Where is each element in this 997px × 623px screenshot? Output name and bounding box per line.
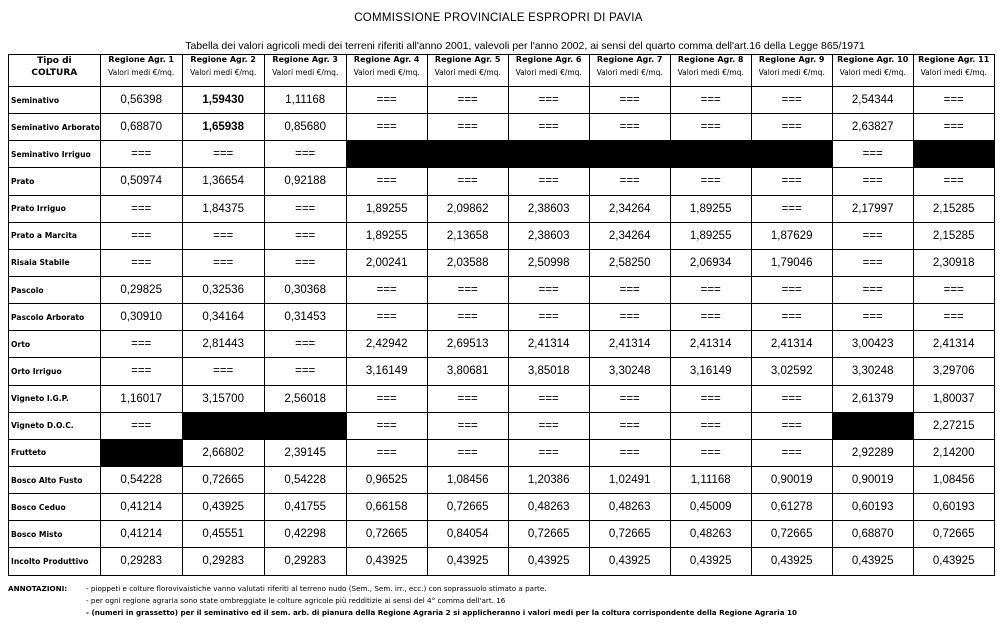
value-cell: ===	[589, 439, 670, 466]
shaded-cell	[264, 412, 346, 439]
value-cell: ===	[346, 304, 427, 331]
value-cell: 3,00423	[832, 331, 913, 358]
value-cell: ===	[670, 114, 751, 141]
unit-label: Valori medi €/mq.	[920, 68, 987, 77]
value-cell: ===	[589, 87, 670, 114]
value-cell: ===	[264, 358, 346, 385]
value-cell: 0,90019	[751, 466, 832, 493]
value-cell: 2,38603	[508, 222, 589, 249]
value-cell: ===	[346, 412, 427, 439]
header-coltura-label: COLTURA	[31, 68, 78, 78]
value-cell: 0,66158	[346, 494, 427, 521]
value-cell: ===	[508, 114, 589, 141]
annotations-heading: ANNOTAZIONI:	[8, 584, 68, 593]
value-cell: 0,43925	[346, 548, 427, 575]
row-label: Seminativo Irriguo	[9, 141, 101, 168]
row-label: Prato	[9, 168, 101, 195]
header-region-1	[100, 55, 182, 87]
shaded-cell	[589, 141, 670, 168]
table-row	[9, 114, 995, 141]
value-cell: ===	[264, 141, 346, 168]
row-label: Seminativo	[9, 87, 101, 114]
value-cell: ===	[427, 168, 508, 195]
value-cell: 0,29283	[182, 548, 264, 575]
value-cell: 0,60193	[832, 494, 913, 521]
value-cell: 1,02491	[589, 466, 670, 493]
value-cell: ===	[100, 249, 182, 276]
value-cell: ===	[100, 358, 182, 385]
value-cell: 1,20386	[508, 466, 589, 493]
region-name: Regione Agr. 11	[918, 55, 990, 64]
value-cell: ===	[427, 439, 508, 466]
value-cell: 0,72665	[589, 521, 670, 548]
header-tipo-coltura	[9, 55, 101, 87]
shaded-cell	[182, 412, 264, 439]
value-cell: 1,87629	[751, 222, 832, 249]
value-cell: 2,54344	[832, 87, 913, 114]
value-cell: 1,59430	[182, 87, 264, 114]
row-label: Bosco Ceduo	[9, 494, 101, 521]
value-cell: 3,85018	[508, 358, 589, 385]
value-cell: ===	[264, 195, 346, 222]
region-name: Regione Agr. 9	[758, 55, 825, 64]
value-cell: ===	[182, 141, 264, 168]
annotations	[8, 583, 797, 619]
value-cell: ===	[670, 168, 751, 195]
table-row	[9, 358, 995, 385]
value-cell: 2,27215	[913, 412, 994, 439]
value-cell: ===	[346, 276, 427, 303]
table-row	[9, 385, 995, 412]
unit-label: Valori medi €/mq.	[839, 68, 906, 77]
value-cell: ===	[751, 276, 832, 303]
region-name: Regione Agr. 2	[190, 55, 256, 64]
value-cell: 0,43925	[832, 548, 913, 575]
value-cell: ===	[832, 304, 913, 331]
shaded-cell	[913, 141, 994, 168]
region-name: Regione Agr. 10	[837, 55, 909, 64]
value-cell: 0,29283	[100, 548, 182, 575]
value-cell: 2,41314	[913, 331, 994, 358]
value-cell: 1,36654	[182, 168, 264, 195]
table-row	[9, 168, 995, 195]
shaded-cell	[508, 141, 589, 168]
value-cell: ===	[670, 87, 751, 114]
region-name: Regione Agr. 3	[272, 55, 338, 64]
value-cell: ===	[913, 304, 994, 331]
value-cell: ===	[182, 358, 264, 385]
value-cell: ===	[100, 141, 182, 168]
value-cell: 0,30368	[264, 276, 346, 303]
row-label: Prato Irriguo	[9, 195, 101, 222]
value-cell: ===	[670, 276, 751, 303]
values-table	[8, 54, 995, 576]
value-cell: ===	[264, 331, 346, 358]
value-cell: 0,61278	[751, 494, 832, 521]
value-cell: ===	[751, 114, 832, 141]
value-cell: 3,02592	[751, 358, 832, 385]
row-label: Vigneto I.G.P.	[9, 385, 101, 412]
row-label: Incolto Produttivo	[9, 548, 101, 575]
region-name: Regione Agr. 7	[596, 55, 663, 64]
unit-label: Valori medi €/mq.	[677, 68, 744, 77]
table-row	[9, 249, 995, 276]
value-cell: 0,92188	[264, 168, 346, 195]
value-cell: ===	[182, 222, 264, 249]
value-cell: ===	[346, 439, 427, 466]
value-cell: 0,48263	[589, 494, 670, 521]
unit-label: Valori medi €/mq.	[353, 68, 420, 77]
value-cell: 0,43925	[508, 548, 589, 575]
unit-label: Valori medi €/mq.	[108, 68, 175, 77]
value-cell: ===	[508, 168, 589, 195]
value-cell: ===	[832, 222, 913, 249]
value-cell: 1,79046	[751, 249, 832, 276]
table-row	[9, 87, 995, 114]
shaded-cell	[670, 141, 751, 168]
unit-label: Valori medi €/mq.	[596, 68, 663, 77]
row-label: Orto	[9, 331, 101, 358]
value-cell: 0,85680	[264, 114, 346, 141]
unit-label: Valori medi €/mq.	[434, 68, 501, 77]
value-cell: ===	[427, 114, 508, 141]
row-label: Bosco Alto Fusto	[9, 466, 101, 493]
value-cell: ===	[913, 168, 994, 195]
value-cell: 0,31453	[264, 304, 346, 331]
row-label: Seminativo Arborato	[9, 114, 101, 141]
value-cell: ===	[751, 168, 832, 195]
value-cell: ===	[508, 304, 589, 331]
value-cell: 0,68870	[832, 521, 913, 548]
table-row	[9, 304, 995, 331]
value-cell: 1,89255	[670, 195, 751, 222]
row-label: Pascolo Arborato	[9, 304, 101, 331]
value-cell: ===	[751, 195, 832, 222]
value-cell: ===	[670, 439, 751, 466]
annotation-line-2: - per ogni regione agraria sono state ombreggiate le colture agricole più redditizie ai sensi del 4° comma dell'art. 16	[86, 596, 506, 605]
value-cell: 0,43925	[913, 548, 994, 575]
value-cell: 0,54228	[100, 466, 182, 493]
value-cell: ===	[832, 141, 913, 168]
row-label: Bosco Misto	[9, 521, 101, 548]
header-region-9	[751, 55, 832, 87]
table-row	[9, 494, 995, 521]
value-cell: 0,41755	[264, 494, 346, 521]
value-cell: 3,29706	[913, 358, 994, 385]
row-label: Frutteto	[9, 439, 101, 466]
table-row	[9, 548, 995, 575]
value-cell: 1,84375	[182, 195, 264, 222]
table-row	[9, 439, 995, 466]
value-cell: 1,08456	[427, 466, 508, 493]
annotation-line-1: - pioppeti e colture florovivaistiche vanno valutati riferiti al terreno nudo (Sem., Sem. irr., ecc.) con soprassuolo stimato a parte.	[86, 584, 547, 593]
value-cell: 0,41214	[100, 521, 182, 548]
value-cell: 2,34264	[589, 222, 670, 249]
document-title: COMMISSIONE PROVINCIALE ESPROPRI DI PAVIA	[354, 12, 643, 24]
value-cell: ===	[427, 385, 508, 412]
value-cell: 0,43925	[427, 548, 508, 575]
value-cell: 2,41314	[589, 331, 670, 358]
value-cell: ===	[589, 412, 670, 439]
value-cell: 1,89255	[346, 195, 427, 222]
value-cell: 2,09862	[427, 195, 508, 222]
value-cell: 2,61379	[832, 385, 913, 412]
shaded-cell	[346, 141, 427, 168]
value-cell: 2,41314	[670, 331, 751, 358]
header-region-3	[264, 55, 346, 87]
value-cell: 1,08456	[913, 466, 994, 493]
header-region-7	[589, 55, 670, 87]
value-cell: ===	[346, 87, 427, 114]
value-cell: ===	[751, 87, 832, 114]
value-cell: 2,00241	[346, 249, 427, 276]
row-label: Pascolo	[9, 276, 101, 303]
region-name: Regione Agr. 4	[353, 55, 420, 64]
value-cell: 0,43925	[589, 548, 670, 575]
row-label: Orto Irriguo	[9, 358, 101, 385]
value-cell: 2,15285	[913, 195, 994, 222]
header-region-11	[913, 55, 994, 87]
value-cell: 2,50998	[508, 249, 589, 276]
row-label: Prato a Marcita	[9, 222, 101, 249]
value-cell: ===	[751, 304, 832, 331]
value-cell: ===	[264, 249, 346, 276]
value-cell: 0,48263	[670, 521, 751, 548]
unit-label: Valori medi €/mq.	[272, 68, 339, 77]
value-cell: 1,89255	[670, 222, 751, 249]
value-cell: 0,72665	[751, 521, 832, 548]
value-cell: 2,42942	[346, 331, 427, 358]
shaded-cell	[751, 141, 832, 168]
value-cell: 0,56398	[100, 87, 182, 114]
value-cell: ===	[264, 222, 346, 249]
header-region-2	[182, 55, 264, 87]
unit-label: Valori medi €/mq.	[190, 68, 257, 77]
shaded-cell	[832, 412, 913, 439]
value-cell: 0,96525	[346, 466, 427, 493]
value-cell: 0,72665	[346, 521, 427, 548]
value-cell: 0,45551	[182, 521, 264, 548]
value-cell: ===	[427, 87, 508, 114]
value-cell: 3,80681	[427, 358, 508, 385]
value-cell: 0,45009	[670, 494, 751, 521]
value-cell: 1,16017	[100, 385, 182, 412]
value-cell: 0,29825	[100, 276, 182, 303]
value-cell: 2,69513	[427, 331, 508, 358]
value-cell: 0,72665	[182, 466, 264, 493]
header-tipo-label: Tipo di	[37, 56, 72, 66]
value-cell: 2,41314	[508, 331, 589, 358]
value-cell: ===	[589, 168, 670, 195]
value-cell: ===	[508, 439, 589, 466]
region-name: Regione Agr. 6	[515, 55, 582, 64]
value-cell: 2,41314	[751, 331, 832, 358]
header-region-8	[670, 55, 751, 87]
value-cell: 2,39145	[264, 439, 346, 466]
value-cell: ===	[589, 276, 670, 303]
region-name: Regione Agr. 5	[434, 55, 501, 64]
value-cell: 2,15285	[913, 222, 994, 249]
value-cell: ===	[832, 276, 913, 303]
value-cell: 1,11168	[670, 466, 751, 493]
value-cell: ===	[182, 249, 264, 276]
table-row	[9, 412, 995, 439]
value-cell: ===	[589, 114, 670, 141]
value-cell: 0,68870	[100, 114, 182, 141]
value-cell: 0,29283	[264, 548, 346, 575]
value-cell: 0,43925	[751, 548, 832, 575]
table-row	[9, 331, 995, 358]
value-cell: 2,81443	[182, 331, 264, 358]
value-cell: 0,50974	[100, 168, 182, 195]
value-cell: 0,48263	[508, 494, 589, 521]
value-cell: 2,06934	[670, 249, 751, 276]
value-cell: 0,32536	[182, 276, 264, 303]
value-cell: ===	[100, 195, 182, 222]
value-cell: ===	[832, 249, 913, 276]
value-cell: 0,43925	[182, 494, 264, 521]
value-cell: ===	[913, 114, 994, 141]
shaded-cell	[427, 141, 508, 168]
table-row	[9, 521, 995, 548]
value-cell: 3,16149	[670, 358, 751, 385]
value-cell: ===	[100, 331, 182, 358]
value-cell: ===	[508, 276, 589, 303]
value-cell: 2,66802	[182, 439, 264, 466]
value-cell: 2,56018	[264, 385, 346, 412]
value-cell: ===	[100, 222, 182, 249]
value-cell: 1,89255	[346, 222, 427, 249]
row-label: Vigneto D.O.C.	[9, 412, 101, 439]
value-cell: 0,43925	[670, 548, 751, 575]
annotation-line-3: - (numeri in grassetto) per il seminativo ed il sem. arb. di pianura della Regione Agraria 2 si applicheranno i valori medi per la coltura corrispondente della Regione Agraria 10	[86, 608, 798, 617]
value-cell: 0,84054	[427, 521, 508, 548]
value-cell: ===	[427, 304, 508, 331]
value-cell: 2,58250	[589, 249, 670, 276]
value-cell: 0,41214	[100, 494, 182, 521]
value-cell: 2,17997	[832, 195, 913, 222]
value-cell: ===	[913, 87, 994, 114]
value-cell: 2,38603	[508, 195, 589, 222]
value-cell: 3,15700	[182, 385, 264, 412]
value-cell: 2,63827	[832, 114, 913, 141]
value-cell: ===	[589, 304, 670, 331]
header-row	[9, 55, 995, 87]
value-cell: ===	[670, 304, 751, 331]
value-cell: ===	[100, 412, 182, 439]
value-cell: 0,72665	[913, 521, 994, 548]
value-cell: 0,42298	[264, 521, 346, 548]
value-cell: 0,72665	[427, 494, 508, 521]
value-cell: ===	[670, 385, 751, 412]
value-cell: 1,80037	[913, 385, 994, 412]
header-region-5	[427, 55, 508, 87]
header-region-6	[508, 55, 589, 87]
document-subtitle: Tabella dei valori agricoli medi dei terreni riferiti all'anno 2001, valevoli per l'anno 2002, ai sensi del quarto comma dell'art.16 della Legge 865/1971	[185, 40, 865, 52]
value-cell: ===	[346, 114, 427, 141]
value-cell: 0,34164	[182, 304, 264, 331]
header-region-10	[832, 55, 913, 87]
value-cell: 0,90019	[832, 466, 913, 493]
value-cell: ===	[751, 385, 832, 412]
value-cell: ===	[508, 87, 589, 114]
value-cell: 1,11168	[264, 87, 346, 114]
value-cell: ===	[427, 276, 508, 303]
unit-label: Valori medi €/mq.	[758, 68, 825, 77]
table-row	[9, 466, 995, 493]
table-row	[9, 222, 995, 249]
shaded-cell	[100, 439, 182, 466]
value-cell: 2,14200	[913, 439, 994, 466]
value-cell: 1,65938	[182, 114, 264, 141]
unit-label: Valori medi €/mq.	[515, 68, 582, 77]
value-cell: ===	[508, 385, 589, 412]
row-label: Risaia Stabile	[9, 249, 101, 276]
value-cell: ===	[508, 412, 589, 439]
value-cell: 3,30248	[832, 358, 913, 385]
region-name: Regione Agr. 1	[108, 55, 174, 64]
value-cell: ===	[346, 168, 427, 195]
value-cell: 0,30910	[100, 304, 182, 331]
value-cell: 2,92289	[832, 439, 913, 466]
value-cell: ===	[751, 412, 832, 439]
value-cell: ===	[346, 385, 427, 412]
value-cell: ===	[427, 412, 508, 439]
value-cell: 3,30248	[589, 358, 670, 385]
value-cell: 2,03588	[427, 249, 508, 276]
value-cell: ===	[751, 439, 832, 466]
value-cell: ===	[670, 412, 751, 439]
value-cell: 0,54228	[264, 466, 346, 493]
region-name: Regione Agr. 8	[677, 55, 744, 64]
value-cell: 2,13658	[427, 222, 508, 249]
value-cell: ===	[832, 168, 913, 195]
table-row	[9, 195, 995, 222]
value-cell: ===	[589, 385, 670, 412]
value-cell: 2,30918	[913, 249, 994, 276]
table-row	[9, 276, 995, 303]
header-region-4	[346, 55, 427, 87]
value-cell: 2,34264	[589, 195, 670, 222]
value-cell: 0,60193	[913, 494, 994, 521]
value-cell: ===	[913, 276, 994, 303]
value-cell: 3,16149	[346, 358, 427, 385]
table-row	[9, 141, 995, 168]
value-cell: 0,72665	[508, 521, 589, 548]
